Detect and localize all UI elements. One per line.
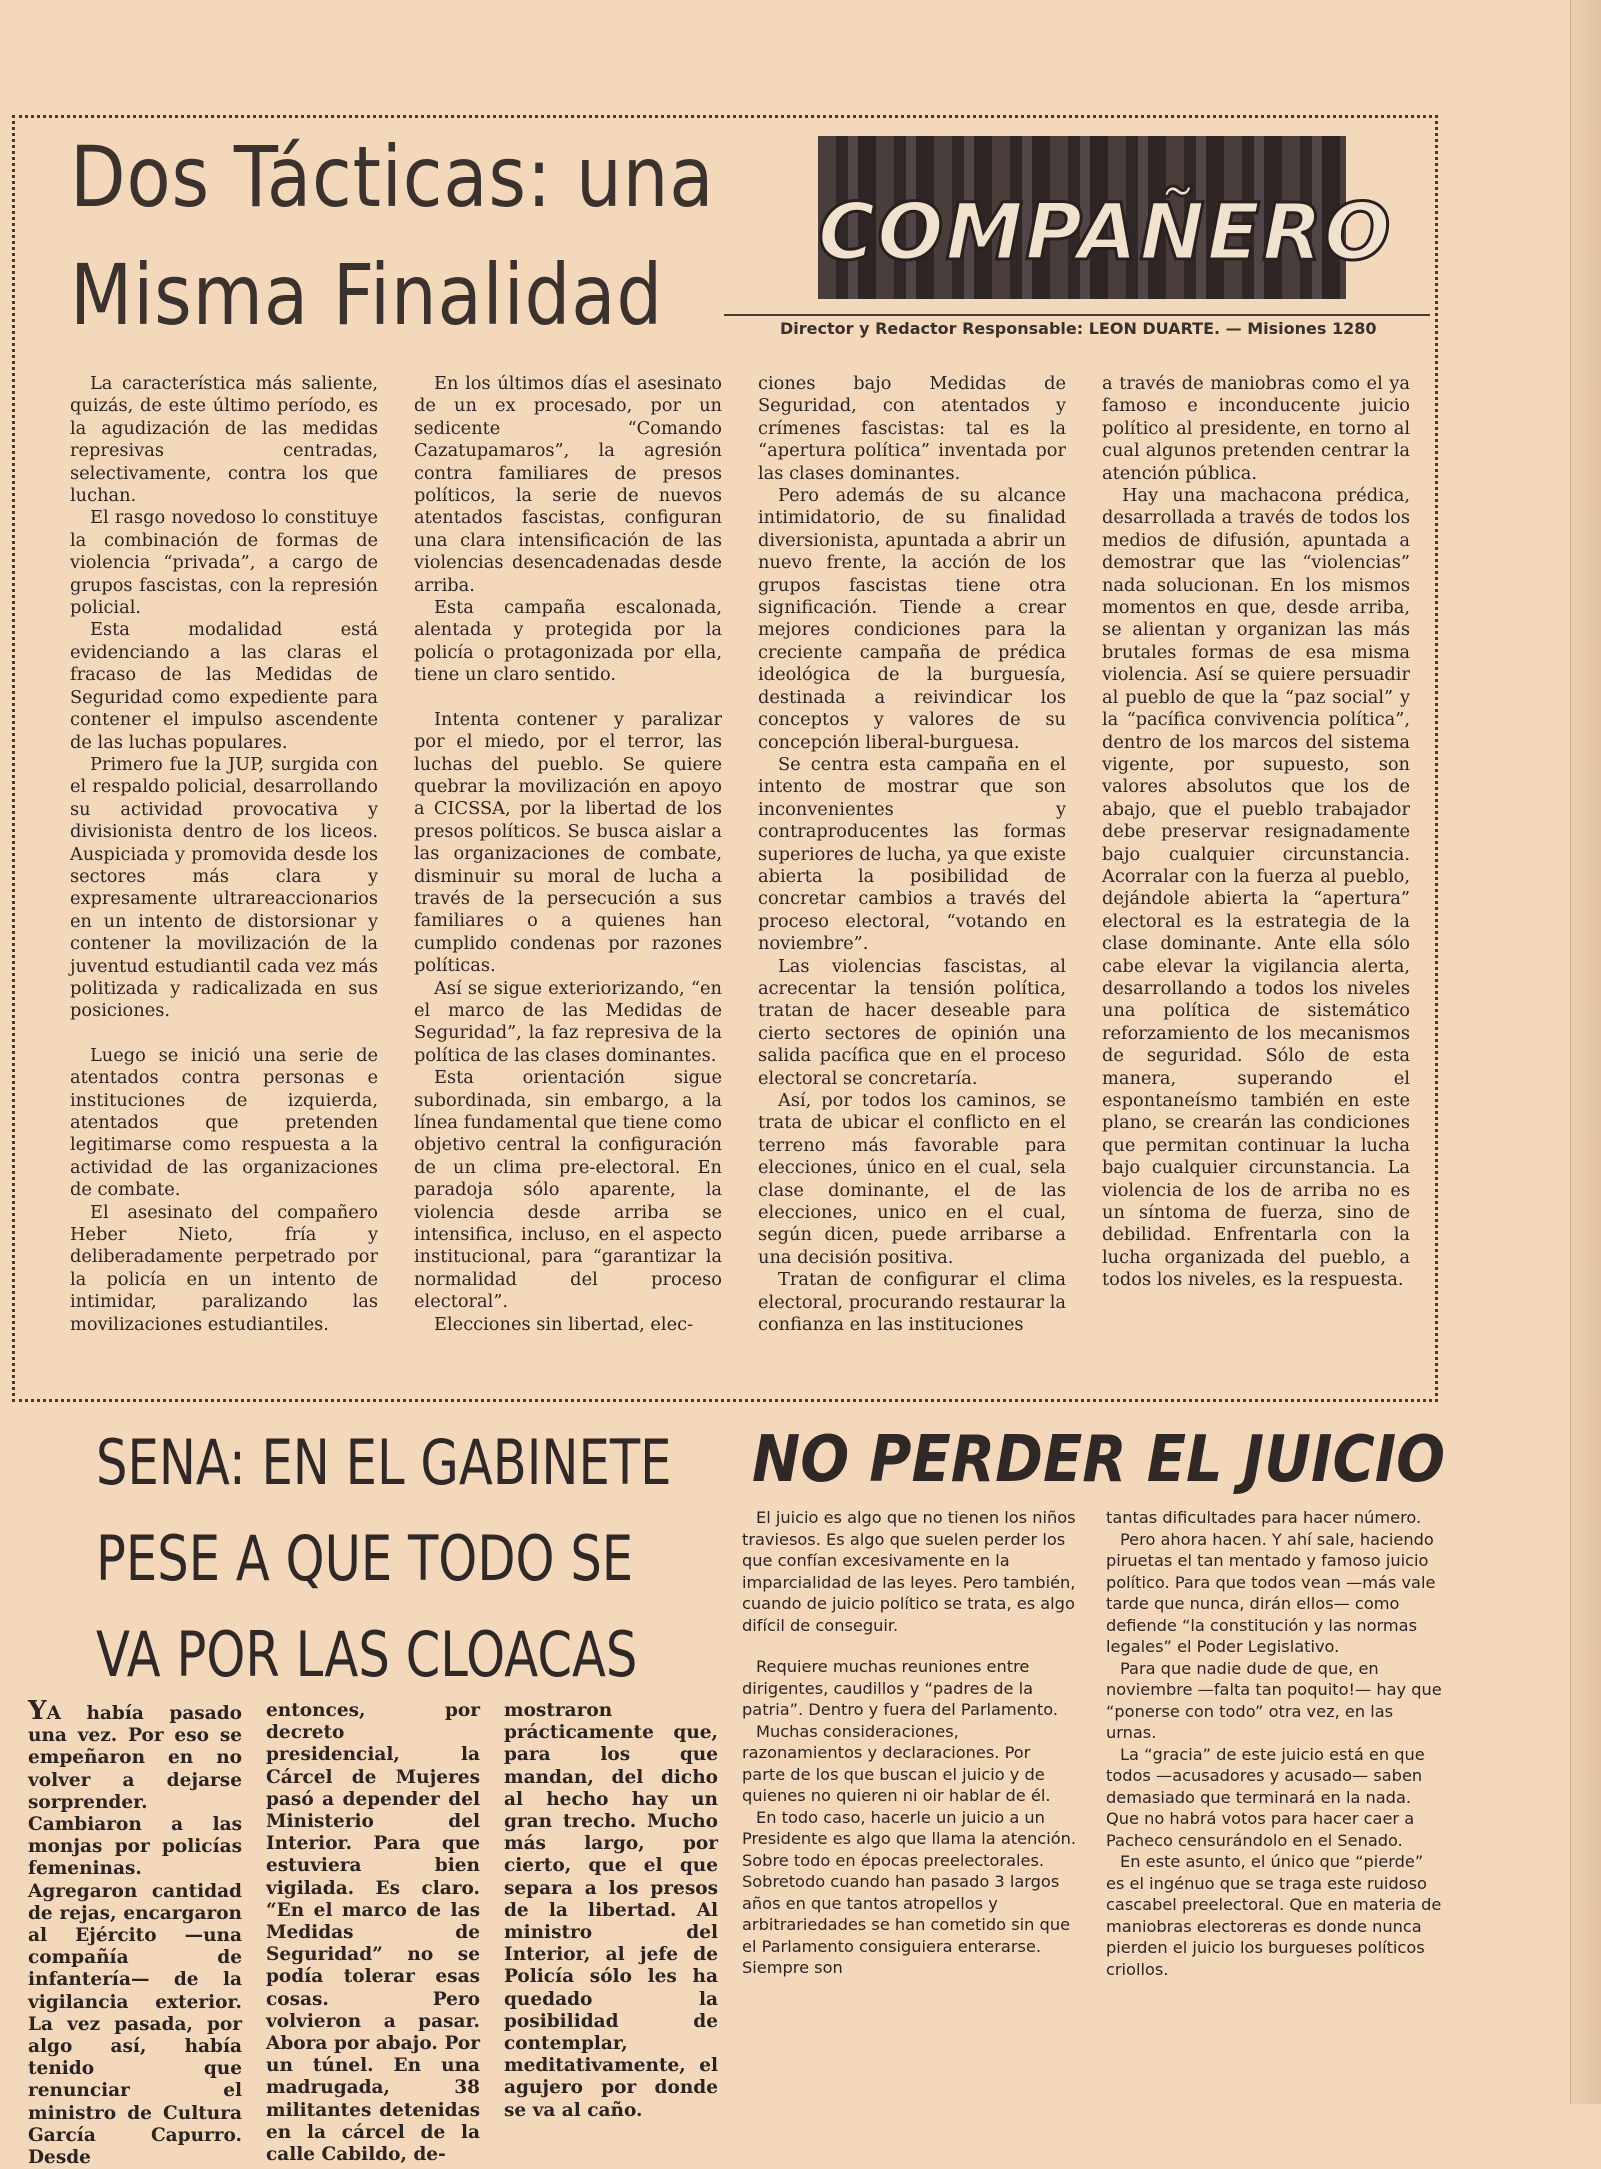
- article-main-body: [70, 373, 1410, 1385]
- article-juicio-body: [742, 1507, 1442, 2097]
- paragraph: Elecciones sin libertad, elec-: [434, 1313, 694, 1335]
- article-column-1: [70, 373, 378, 1385]
- paragraph: Pero ahora hacen. Y ahí sale, haciendo piruetas el tan mentado y famoso juicio político. Para que todos vean —más vale tarde que nunca, dirán ellos— como defiende “la constitución y las normas legales” el Poder Legislativo.: [1106, 1529, 1436, 1656]
- article-column-3: [504, 1700, 718, 2121]
- page-edge: [1570, 0, 1601, 2104]
- paragraph: En todo caso, hacerle un juicio a un Presidente es algo que llama la atención. Sobre todo en épocas preelectorales. Sobretodo cuando han pasado 3 largos años en que tantos atropellos y arbitrariedades se han cometido sin que el Parlamento consiguiera enterarse. Siempre son: [742, 1807, 1077, 1977]
- paragraph: El asesinato del compañero Heber Nieto, fría y deliberadamente perpetrado por la policía en un intento de intimidar, paralizando las movilizaciones estudiantiles.: [70, 1201, 378, 1335]
- paragraph: Requiere muchas reuniones entre dirigentes, caudillos y “padres de la patria”. Dentro y fuera del Parlamento.: [742, 1657, 1059, 1719]
- article-column-1: [742, 1507, 1078, 2097]
- paragraph: La característica más saliente, quizás, de este último período, es la agudización de las medidas represivas centradas, selectivamente, contra los que luchan.: [70, 373, 378, 507]
- headline-line-3: VA POR LAS CLOACAS: [96, 1618, 638, 1691]
- paragraph: Esta campaña escalonada, alentada y protegida por la policía o protagonizada por ella, tiene un claro sentido.: [414, 597, 722, 686]
- paragraph-text: A había pasado una vez. Por eso se empeñaron en no volver a dejarse sorprender. Cambiaron a las monjas por policías femeninas. Agregaron cantidad de rejas, encargaron al Ejército —una compañía de infantería— de la vigilancia exterior. La vez pasada, por algo así, había tenido que renunciar el ministro de Cultura García Capurro. Desde: [28, 1703, 242, 2169]
- paragraph: El rasgo novedoso lo constituye la combinación de formas de violencia “privada”, a cargo de grupos fascistas, con la represión policial.: [70, 507, 378, 619]
- masthead-credit: Director y Redactor Responsable: LEON DUARTE. — Misiones 1280: [780, 319, 1377, 338]
- paragraph: Las violencias fascistas, al acrecentar la tensión política, tratan de hacer deseable para cierto sectores de opinión una salida pacífica que en el proceso electoral se concretaría.: [758, 955, 1066, 1089]
- headline-sena: [96, 1415, 672, 1703]
- paragraph: Esta modalidad está evidenciando a las claras el fracaso de las Medidas de Seguridad como expediente para contener el impulso ascendente de las luchas populares.: [70, 619, 378, 753]
- paragraph: ciones bajo Medidas de Seguridad, con atentados y crímenes fascistas: tal es la “apertura política” inventada por las clases dominantes.: [758, 373, 1066, 484]
- paragraph: [28, 1696, 242, 2169]
- article-column-2: [266, 1700, 480, 2166]
- paragraph: Hay una machacona prédica, desarrollada a través de todos los medios de difusión, apuntada a demostrar que las “violencias” nada solucionan. En los mismos momentos en que, desde arriba, se alientan y organizan las más brutales formas de esa misma violencia. Así se quiere persuadir al pueblo de que la “paz social” y la “pacífica convivencia política”, dentro de los marcos del sistema vigente, por supuesto, son valores absolutos que los de abajo, que el pueblo trabajador debe preservar resignadamente bajo cualquier circunstancia. Acorralar con la fuerza al pueblo, dejándole abierta la “apertura” electoral es la estrategia de la clase dominante. Ante ella sólo cabe elevar la vigilancia alerta, desarrollando a todos los niveles una política de sistemático reforzamiento de los mecanismos de seguridad. Sólo de esta manera, superando el espontaneísmo también en este plano, se crearán las condiciones que permitan continuar la lucha bajo cualquier circunstancia. La violencia de los de arriba no es un síntoma de fuerza, sino de debilidad. Enfrentarla con la lucha organizada del pueblo, a todos los niveles, es la respuesta.: [1102, 485, 1410, 1291]
- paragraph: En los últimos días el asesinato de un ex procesado, por un sedicente “Comando Cazatupamaros”, la agresión contra familiares de presos políticos, la serie de nuevos atentados fascistas, configuran una clara intensificación de las violencias desencadenadas desde arriba.: [414, 373, 722, 596]
- paragraph: En este asunto, el único que “pierde” es el ingénuo que se traga este ruidoso cascabel preelectoral. Que en materia de maniobras electoreras es donde nunca pierden el juicio los burgueses políticos criollos.: [1106, 1852, 1442, 1979]
- article-column-3: [758, 373, 1066, 1385]
- headline-line-1: Dos Tácticas: una: [70, 128, 715, 226]
- paragraph: El juicio es algo que no tienen los niños traviesos. Es algo que suelen perder los que confían excesivamente en la imparcialidad de las leyes. Pero también, cuando de juicio político se trata, es algo difícil de conseguir.: [742, 1508, 1076, 1635]
- paragraph: tantas dificultades para hacer número.: [1106, 1508, 1422, 1527]
- headline-juicio: NO PERDER EL JUICIO: [752, 1423, 1446, 1497]
- paragraph: Tratan de configurar el clima electoral, procurando restaurar la confianza en las instituciones: [758, 1269, 1066, 1336]
- paragraph: Se centra esta campaña en el intento de mostrar que son inconvenientes y contraproducentes las formas superiores de lucha, ya que existe abierta la posibilidad de concretar cambios a través del proceso electoral, “votando en noviembre”.: [758, 753, 1066, 955]
- headline-line-1: SENA: EN EL GABINETE: [96, 1426, 672, 1499]
- paragraph: Muchas consideraciones, razonamientos y declaraciones. Por parte de los que buscan el juicio y de quienes no quieren ni oir hablar de él.: [742, 1721, 1051, 1805]
- article-column-2: [414, 373, 722, 1385]
- article-column-2: [1106, 1507, 1442, 2097]
- article-column-1: [28, 1696, 242, 2169]
- paragraph: Pero además de su alcance intimidatorio, de su finalidad diversionista, apuntada a abrir un nuevo frente, la acción de los grupos fascistas tiene otra significación. Tiende a crear mejores condiciones para la creciente campaña de prédica ideológica de la burguesía, destinada a reivindicar los conceptos y valores de su concepción liberal-burguesa.: [758, 485, 1066, 753]
- paragraph: Así, por todos los caminos, se trata de ubicar el conflicto en el terreno más favorable para elecciones, único en el cual, sela clase dominante, el de las elecciones, unico en el cual, según dicen, puede arribarse a una decisión positiva.: [758, 1090, 1066, 1268]
- masthead-rule: [724, 314, 1430, 316]
- paragraph: Primero fue la JUP, surgida con el respaldo policial, desarrollando su actividad provocativa y divisionista dentro de los liceos. Auspiciada y promovida desde los sectores más clara y expresamente ultrareaccionarios en un intento de distorsionar y contener la movilización de la juventud estudiantil cada vez más politizada y radicalizada en sus posiciones.: [70, 753, 378, 1022]
- paragraph: Luego se inició una serie de atentados contra personas e instituciones de izquierda, atentados que pretenden legitimarse como respuesta a la actividad de las organizaciones de combate.: [70, 1044, 378, 1201]
- paragraph: mostraron prácticamente que, para los que mandan, del dicho al hecho hay un gran trecho. Mucho más largo, por cierto, que el que separa a los presos de la libertad. Al ministro del Interior, al jefe de Policía sólo les ha quedado la posibilidad de contemplar, meditativamente, el agujero por donde se va al caño.: [504, 1700, 718, 2121]
- paragraph: Para que nadie dude de que, en noviembre —falta tan poquito!— hay que “ponerse con todo” otra vez, en las urnas.: [1106, 1658, 1442, 1742]
- paragraph: La “gracia” de este juicio está en que todos —acusadores y acusado— saben demasiado que terminará en la nada. Que no habrá votos para hacer caer a Pacheco censurándolo en el Senado.: [1106, 1744, 1425, 1850]
- article-column-4: [1102, 373, 1410, 1385]
- article-sena-body: [28, 1696, 718, 2169]
- logo-text: COMPAÑERO: [818, 188, 1393, 278]
- paragraph: entonces, por decreto presidencial, la Cárcel de Mujeres pasó a depender del Ministerio del Interior. Para que estuviera bien vigilada. Es claro. “En el marco de las Medidas de Seguridad” no se podía tolerar esas cosas. Pero volvieron a pasar. Abora por abajo. Por un túnel. En una madrugada, 38 militantes detenidas en la cárcel de la calle Cabildo, de-: [266, 1700, 480, 2166]
- paragraph: Así se sigue exteriorizando, “en el marco de las Medidas de Seguridad”, la faz represiva de la política de las clases dominantes.: [414, 977, 722, 1066]
- paragraph: Intenta contener y paralizar por el miedo, por el terror, las luchas del pueblo. Se quiere quebrar la movilización en apoyo a CICSSA, por la libertad de los presos políticos. Se busca aislar a las organizaciones de combate, disminuir su moral de lucha a través de la persecución a sus familiares o a quienes han cumplido condenas por razones políticas.: [414, 708, 722, 977]
- headline-line-2: PESE A QUE TODO SE: [96, 1522, 634, 1595]
- companero-logo: [818, 136, 1393, 299]
- drop-cap: Y: [28, 1696, 47, 1726]
- paragraph: a través de maniobras como el ya famoso e inconducente juicio político al presidente, en torno al cual algunos pretenden centrar la atención pública.: [1102, 373, 1410, 484]
- headline-line-2: Misma Finalidad: [70, 246, 664, 344]
- headline-dos-tacticas: [70, 118, 715, 354]
- paragraph: Esta orientación sigue subordinada, sin embargo, a la línea fundamental que tiene como objetivo central la configuración de un clima pre-electoral. En paradoja sólo aparente, la violencia desde arriba se intensifica, incluso, en el aspecto institucional, para “garantizar la normalidad del proceso electoral”.: [414, 1067, 722, 1313]
